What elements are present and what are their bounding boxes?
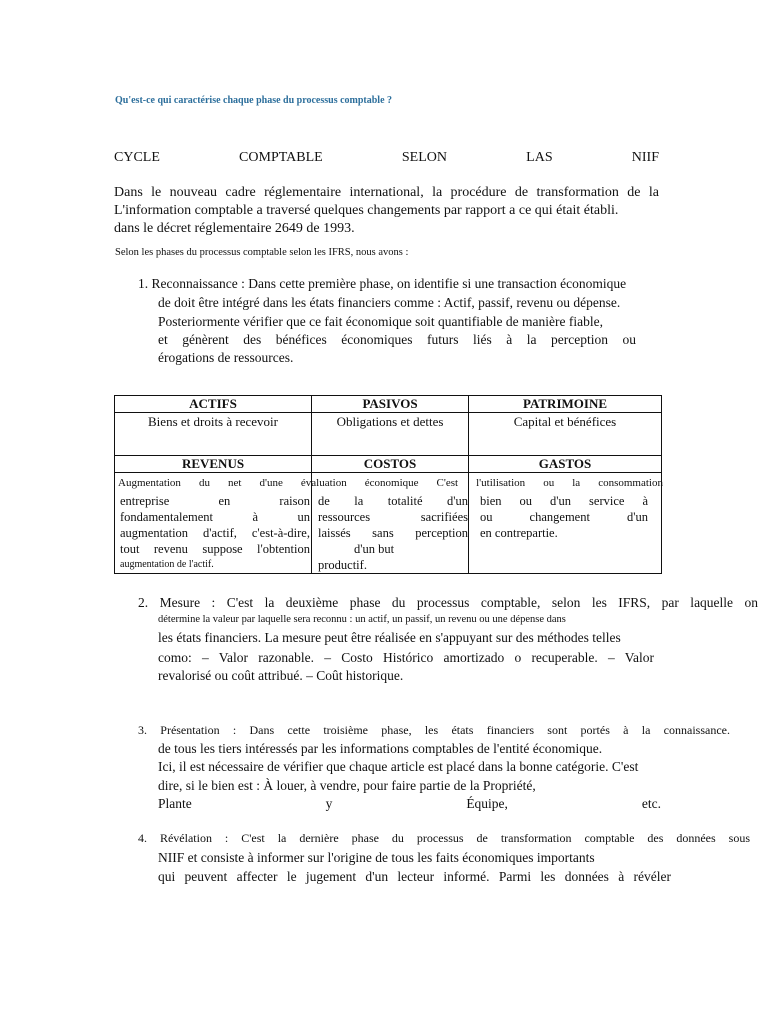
costos-line: ressources sacrifiées bbox=[318, 510, 468, 524]
item2-line bbox=[158, 650, 654, 666]
intro-line: dans le décret réglementaire 2649 de 1993. bbox=[114, 221, 355, 236]
costos-line: laissés sans perception bbox=[318, 526, 468, 540]
item1-line bbox=[158, 332, 636, 348]
item4-line-text: qui peuvent affecter le jugement d'un lecteur informé. Parmi les données à révéler bbox=[158, 869, 671, 884]
table-cell: Capital et bénéfices bbox=[469, 413, 662, 456]
item2-first-line bbox=[138, 595, 758, 611]
gastos-line: bien ou d'un service à bbox=[480, 494, 648, 508]
cycle-word: NIIF bbox=[631, 150, 659, 165]
item1-line: érogations de ressources. bbox=[158, 350, 294, 365]
revenus-line: entreprise en raison bbox=[120, 494, 310, 508]
item1-line: de doit être intégré dans les états financiers comme : Actif, passif, revenu ou dépense. bbox=[158, 295, 621, 310]
revenus-line: augmentation d'actif, c'est-à-dire, bbox=[120, 526, 310, 540]
table-header: GASTOS bbox=[469, 456, 662, 473]
costos-line: productif. bbox=[318, 558, 367, 572]
table-header: PATRIMOINE bbox=[469, 396, 662, 413]
item4-first-line bbox=[138, 831, 750, 846]
item1-line: Posteriormente vérifier que ce fait économique soit quantifiable de manière fiable, bbox=[158, 314, 603, 329]
table-cell: Biens et droits à recevoir bbox=[115, 413, 312, 456]
item3-word: Plante bbox=[158, 796, 192, 811]
item2-small-line: détermine la valeur par laquelle sera reconnu : un actif, un passif, un revenu ou une dépense dans bbox=[158, 614, 566, 625]
revenus-text bbox=[120, 493, 310, 573]
table-header: ACTIFS bbox=[115, 396, 312, 413]
item3-word: y bbox=[325, 796, 333, 811]
selon-line: Selon les phases du processus comptable selon les IFRS, nous avons : bbox=[115, 247, 409, 258]
revenus-line: augmentation de l'actif. bbox=[120, 559, 214, 570]
costos-text bbox=[318, 493, 468, 573]
table-header: COSTOS bbox=[312, 456, 469, 473]
item3-line: dire, si le bien est : À louer, à vendre, pour faire partie de la Propriété, bbox=[158, 778, 536, 793]
table-overlap-line bbox=[118, 477, 663, 489]
item4-line bbox=[158, 869, 671, 885]
costos-line: d'un but bbox=[354, 542, 395, 556]
intro-line: L'information comptable a traversé quelques changements par rapport a ce qui était établi. bbox=[114, 203, 619, 218]
item3-line: de tous les tiers intéressés par les informations comptables de l'entité économique. bbox=[158, 741, 603, 756]
item4-line: NIIF et consiste à informer sur l'origine de tous les faits économiques importants bbox=[158, 850, 595, 865]
gastos-line: en contrepartie. bbox=[480, 526, 558, 540]
intro-paragraph bbox=[114, 184, 659, 238]
item3-first-text: 3. Présentation : Dans cette troisième phase, les états financiers sont portés à la connaissance. bbox=[138, 723, 730, 737]
item4-first-text: 4. Révélation : C'est la dernière phase du processus de transformation comptable des données sous bbox=[138, 831, 750, 845]
item2-line: les états financiers. La mesure peut être réalisée en s'appuyant sur des méthodes telles bbox=[158, 630, 621, 645]
item2-first-text: 2. Mesure : C'est la deuxième phase du processus comptable, selon les IFRS, par laquelle on bbox=[138, 595, 758, 610]
item3-line: Ici, il est nécessaire de vérifier que chaque article est placé dans la bonne catégorie. C'est bbox=[158, 759, 639, 774]
table-header: PASIVOS bbox=[312, 396, 469, 413]
cycle-word: COMPTABLE bbox=[239, 150, 323, 165]
table-header: REVENUS bbox=[115, 456, 312, 473]
item1-first-line: 1. Reconnaissance : Dans cette première phase, on identifie si une transaction économique bbox=[138, 276, 627, 291]
item2-line: revalorisé ou coût attribué. – Coût historique. bbox=[158, 668, 404, 683]
cycle-title bbox=[114, 150, 659, 166]
gastos-line: ou changement d'un bbox=[480, 510, 648, 524]
item2-line-text: como: – Valor razonable. – Costo Histórico amortizado o recuperable. – Valor bbox=[158, 650, 654, 665]
item3-last-line bbox=[158, 796, 661, 812]
cycle-word: SELON bbox=[401, 150, 447, 165]
item1-line-text: et génèrent des bénéfices économiques futurs liés à la perception ou bbox=[158, 332, 636, 347]
item3-first-line bbox=[138, 723, 730, 738]
cycle-word: CYCLE bbox=[114, 150, 160, 165]
cycle-word: LAS bbox=[526, 150, 553, 165]
costos-line: de la totalité d'un bbox=[318, 494, 468, 508]
table-cell: Obligations et dettes bbox=[312, 413, 469, 456]
item3-word: etc. bbox=[641, 796, 661, 811]
revenus-line: fondamentalement à un bbox=[120, 510, 310, 524]
item3-word: Équipe, bbox=[466, 796, 508, 811]
question-heading: Qu'est-ce qui caractérise chaque phase du processus comptable ? bbox=[115, 95, 393, 106]
intro-line: Dans le nouveau cadre réglementaire international, la procédure de transformation de la bbox=[114, 185, 659, 200]
revenus-line: tout revenu suppose l'obtention bbox=[120, 542, 310, 556]
gastos-text bbox=[480, 493, 648, 541]
table-overlap-text: Augmentation du net d'une évaluation économique C'est l'utilisation ou la consommation bbox=[118, 477, 663, 489]
